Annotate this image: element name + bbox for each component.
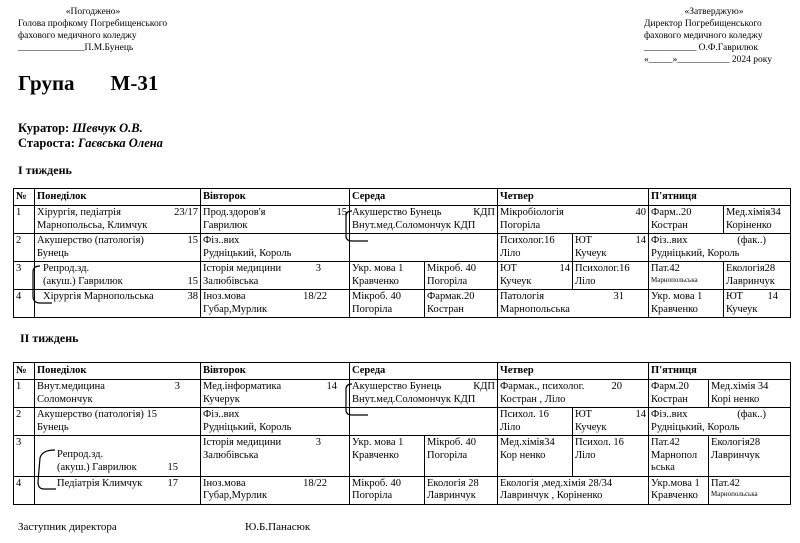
cell-wednesday-b: Мікроб. 40 Погоріла [425,262,498,290]
table-row [14,290,791,318]
approval-right-line2: Директор Погребищенського [644,19,762,29]
cell-tuesday: Фіз..вих Рудніцький, Король [201,234,350,262]
cell-thursday-b: Психолог.16 Ліло [573,262,649,290]
table-header-row [14,363,791,380]
cell-tuesday: Історія медицини 3 Залюбівська [201,262,350,290]
cell-monday: Внут.медицина 3 Соломончук [35,380,201,408]
cell-tuesday: Іноз.мова 18/22 Губар,Мурлик [201,476,350,504]
cell-wednesday: Акушерство Бунець КДП Внут.мед.Соломончук КДП [350,206,498,234]
cell-tuesday: Мед.інформатика 14 Кучерук [201,380,350,408]
cell-thursday-a: ЮТ 14 Кучеук [498,262,573,290]
header-wednesday: Середа [350,189,498,206]
week2-label: ІІ тиждень [20,331,79,345]
header-friday: П'ятниця [649,189,791,206]
cell-friday-a: Пат.42 Марнопольська [649,262,724,290]
row-num: 4 [14,476,35,504]
curator-block [18,121,163,151]
row-num: 1 [14,380,35,408]
header-wednesday: Середа [350,363,498,380]
row-num: 3 [14,262,35,290]
table-row [14,408,791,436]
approval-right-signature: ___________ О.Ф.Гаврилюк [644,43,758,53]
cell-tuesday: Фіз..вих Рудніцький, Король [201,408,350,436]
cell-wednesday [350,408,498,436]
row-num: 3 [14,436,35,477]
header-monday: Понеділок [35,363,201,380]
week2-table [13,362,791,505]
cell-wednesday-a: Мікроб. 40 Погоріла [350,476,425,504]
week1-table [13,188,791,318]
approval-right-line3: фахового медичного коледжу [644,31,763,41]
cell-friday-a: Укр.мова 1 Кравченко [649,476,709,504]
cell-thursday-a: Психолог.16 Ліло [498,234,573,262]
cell-wednesday-b: Мікроб. 40 Погоріла [425,436,498,477]
table-row [14,380,791,408]
cell-monday: Репрод.зд. (акуш.) Гаврилюк 15 [35,436,201,477]
cell-thursday: Фармак., психолог. 20 Костран , Ліло [498,380,649,408]
approval-left-line3: фахового медичного коледжу [18,31,137,41]
cell-monday: Акушерство (патологія) 15 Бунець [35,408,201,436]
cell-friday-b: ЮТ 14 Кучеук [724,290,791,318]
headman-label: Староста: [18,136,75,150]
cell-thursday: Патологія 31 Марнопольська [498,290,649,318]
headman-name: Гаєвська Олена [78,136,163,150]
cell-thursday-b: ЮТ 14 Кучеук [573,234,649,262]
table-row [14,476,791,504]
cell-friday-b: Екологія28 Лавринчук [724,262,791,290]
approval-left-signature: ______________П.М.Бунець [18,43,134,53]
cell-thursday-b: Психол. 16 Ліло [573,436,649,477]
approval-left-line2: Голова профкому Погребищенського [18,19,168,29]
cell-wednesday [350,234,498,262]
table-row [14,234,791,262]
cell-wednesday-a: Мікроб. 40 Погоріла [350,290,425,318]
cell-friday-a: Пат.42 Марнопол ьська [649,436,709,477]
cell-wednesday: Акушерство Бунець КДП Внут.мед.Соломончук КДП [350,380,498,408]
row-num: 2 [14,234,35,262]
approval-right-date: «_____»___________ 2024 року [644,55,772,65]
approval-left-title: «Погоджено» [65,7,121,17]
row-num: 1 [14,206,35,234]
cell-tuesday: Історія медицини 3 Залюбівська [201,436,350,477]
row-num: 2 [14,408,35,436]
cell-thursday-b: ЮТ 14 Кучеук [573,408,649,436]
cell-friday: Фіз..вих (фак..) Рудніцький, Король [649,408,791,436]
cell-monday: Акушерство (патологія) 15 Бунець [35,234,201,262]
cell-friday-a: Фарм.20 Костран [649,380,709,408]
header-thursday: Четвер [498,189,649,206]
cell-thursday-a: Мед.хімія34 Кор ненко [498,436,573,477]
header-num: № [14,363,35,380]
cell-monday: Хірургія Марнопольська 38 [35,290,201,318]
cell-tuesday: Прод.здоров'я 15 Гаврилюк [201,206,350,234]
curator-label: Куратор: [18,121,70,135]
cell-wednesday-b: Фармак.20 Костран [425,290,498,318]
curator-name: Шевчук О.В. [72,121,143,135]
header-thursday: Четвер [498,363,649,380]
cell-monday: Репрод.зд. (акуш.) Гаврилюк 15 [35,262,201,290]
cell-wednesday-b: Екологія 28 Лавринчук [425,476,498,504]
header-num: № [14,189,35,206]
cell-friday-a: Укр. мова 1 Кравченко [649,290,724,318]
cell-friday-b: Мед.хімія 34 Корі ненко [709,380,791,408]
cell-friday-b: Пат.42 Марнопольська [709,476,791,504]
header-friday: П'ятниця [649,363,791,380]
table-row [14,436,791,477]
header-tuesday: Вівторок [201,189,350,206]
cell-friday-a: Фарм..20 Костран [649,206,724,234]
table-row [14,262,791,290]
cell-thursday: Екологія ,мед.хімія 28/34 Лавринчук , Коріненко [498,476,649,504]
week1-label: І тиждень [18,163,72,177]
cell-thursday-a: Психол. 16 Ліло [498,408,573,436]
cell-monday: Педіатрія Климчук 17 [35,476,201,504]
footer-name: Ю.Б.Панасюк [245,521,311,533]
footer-position: Заступник директора [18,521,117,533]
page-title [18,71,158,96]
table-row [14,206,791,234]
cell-friday-b: Екологія28 Лавринчук [709,436,791,477]
row-num: 4 [14,290,35,318]
cell-thursday: Мікробіологія 40 Погоріла [498,206,649,234]
group-code: М-31 [110,71,159,95]
header-monday: Понеділок [35,189,201,206]
cell-tuesday: Іноз.мова 18/22 Губар,Мурлик [201,290,350,318]
header-tuesday: Вівторок [201,363,350,380]
cell-wednesday-a: Укр. мова 1 Кравченко [350,262,425,290]
title-label: Група [18,71,75,95]
table-header-row [14,189,791,206]
cell-friday-b: Мед.хімія34 Коріненко [724,206,791,234]
approval-right-block [644,6,784,66]
approval-right-title: «Затверджую» [684,7,744,17]
approval-left-block [18,6,168,54]
cell-monday: Хірургія, педіатрія 23/17 Марнопольсьа, Климчук [35,206,201,234]
cell-friday: Фіз..вих (фак..) Рудніцький, Король [649,234,791,262]
cell-wednesday-a: Укр. мова 1 Кравченко [350,436,425,477]
